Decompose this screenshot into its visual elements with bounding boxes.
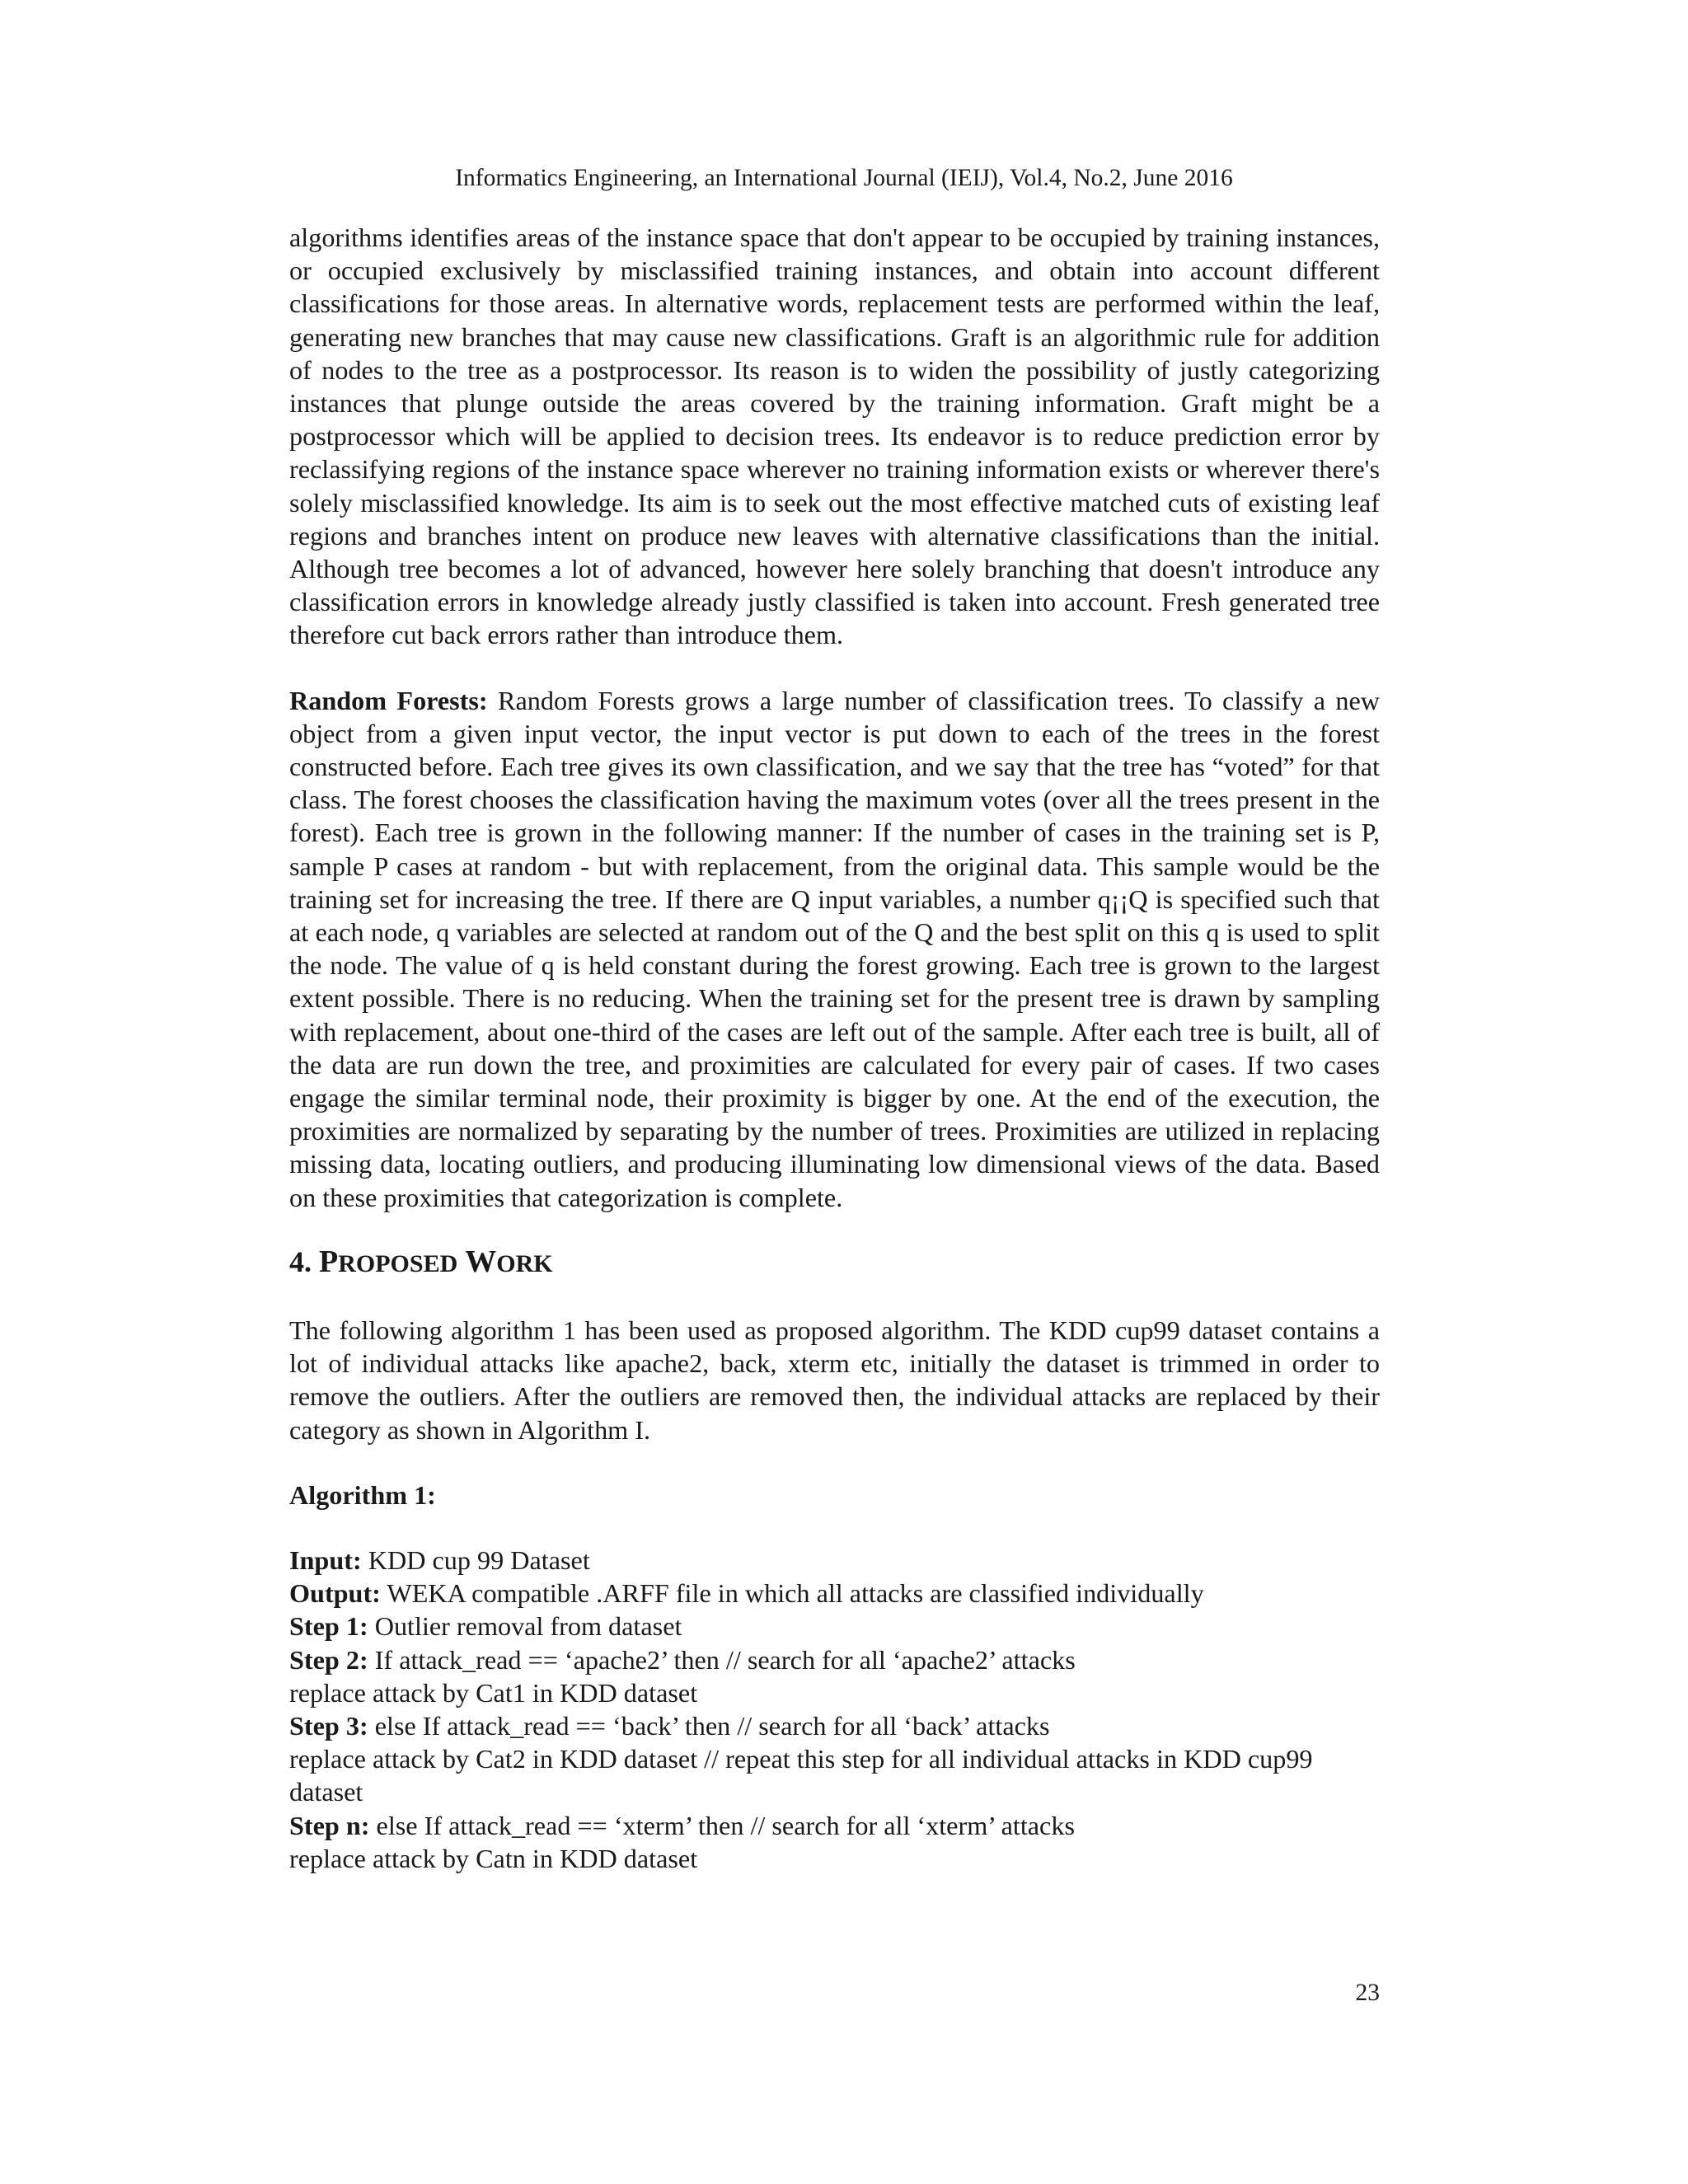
input-text: KDD cup 99 Dataset [361,1544,590,1575]
section-word1-rest: ROPOSED [338,1249,458,1277]
algorithm-step-n-continuation: replace attack by Catn in KDD dataset [289,1843,698,1873]
random-forests-paragraph [289,684,1380,1214]
section-word2-rest: ORK [496,1249,553,1277]
algorithm-steps [289,1544,1380,1875]
section-word1-initial: P [319,1244,339,1279]
input-label: Input: [289,1544,362,1575]
section-word2-initial: W [465,1244,497,1279]
graft-paragraph: algorithms identifies areas of the instance space that don't appear to be occupied by training instances, or occupied exclusively by misclassified training instances, and obtain into account different classifications for those areas. In alternative words, replacement tests are performed within the leaf, generating new branches that may cause new classifications. Graft is an algorithmic rule for addition of nodes to the tree as a postprocessor. Its reason is to widen the possibility of justly categorizing instances that plunge outside the areas covered by the training information. Graft might be a postprocessor which will be applied to decision trees. Its endeavor is to reduce prediction error by reclassifying regions of the instance space wherever no training information exists or wherever there's solely misclassified knowledge. Its aim is to seek out the most effective matched cuts of existing leaf regions and branches intent on produce new leaves with alternative classifications than the initial. Although tree becomes a lot of advanced, however here solely branching that doesn't introduce any classification errors in knowledge already justly classified is taken into account. Fresh generated tree therefore cut back errors rather than introduce them. [289,223,1380,650]
algorithm-step-3-continuation: replace attack by Cat2 in KDD dataset // repeat this step for all individual attacks in KDD cup99 dataset [289,1744,1313,1807]
random-forests-label: Random Forests: [289,685,488,715]
algorithm-step-2-continuation: replace attack by Cat1 in KDD dataset [289,1677,698,1708]
random-forests-text: Random Forests grows a large number of classification trees. To classify a new object from a given input vector, the input vector is put down to each of the trees in the forest constructed before. Each tree gives its own classification, and we say that the tree has “voted” for that class. The forest chooses the classification having the maximum votes (over all the trees present in the forest). Each tree is grown in the following manner: If the number of cases in the training set is P, sample P cases at random - but with replacement, from the original data. This sample would be the training set for increasing the tree. If there are Q input variables, a number q¡¡Q is specified such that at each node, q variables are selected at random out of the Q and the best split on this q is used to split the node. The value of q is held constant during the forest growing. Each tree is grown to the largest extent possible. There is no reducing. When the training set for the present tree is drawn by sampling with replacement, about one-third of the cases are left out of the sample. After each tree is built, all of the data are run down the tree, and proximities are calculated for every pair of cases. If two cases engage the similar terminal node, their proximity is bigger by one. At the end of the execution, the proximities are normalized by separating by the number of trees. Proximities are utilized in replacing missing data, locating outliers, and producing illuminating low dimensional views of the data. Based on these proximities that categorization is complete. [289,685,1380,1212]
step-1-text: Outlier removal from dataset [368,1611,682,1642]
paragraph-gap [289,1511,1380,1544]
algorithm-step-n [289,1809,1380,1842]
algorithm-step-1 [289,1610,1380,1643]
page-number: 23 [1355,1980,1380,2006]
output-text: WEKA compatible .ARFF file in which all attacks are classified individually [380,1578,1204,1609]
page-body [289,221,1380,1875]
algorithm-output-line [289,1577,1380,1610]
paragraph-gap [289,1446,1380,1479]
section-number: 4. [289,1244,312,1278]
step-2-label: Step 2: [289,1644,368,1675]
paragraph-gap [289,652,1380,684]
proposed-work-paragraph: The following algorithm 1 has been used as proposed algorithm. The KDD cup99 dataset contains a lot of individual attacks like apache2, back, xterm etc, initially the dataset is trimmed in order to remove the outliers. After the outliers are removed then, the individual attacks are replaced by their category as shown in Algorithm I. [289,1315,1380,1445]
step-3-text: else If attack_read == ‘back’ then // search for all ‘back’ attacks [368,1710,1050,1741]
step-1-label: Step 1: [289,1611,368,1642]
algorithm-input-line [289,1544,1380,1577]
step-n-label: Step n: [289,1810,370,1840]
step-n-text: else If attack_read == ‘xterm’ then // search for all ‘xterm’ attacks [369,1810,1075,1840]
algorithm-step-3 [289,1709,1380,1742]
algorithm-step-2 [289,1643,1380,1676]
section-heading [289,1214,1380,1314]
step-2-text: If attack_read == ‘apache2’ then // search for all ‘apache2’ attacks [368,1644,1076,1675]
output-label: Output: [289,1578,381,1609]
algorithm-title: Algorithm 1: [289,1479,436,1510]
step-3-label: Step 3: [289,1710,368,1741]
running-header: Informatics Engineering, an International Journal (IEIJ), Vol.4, No.2, June 2016 [455,165,1233,191]
